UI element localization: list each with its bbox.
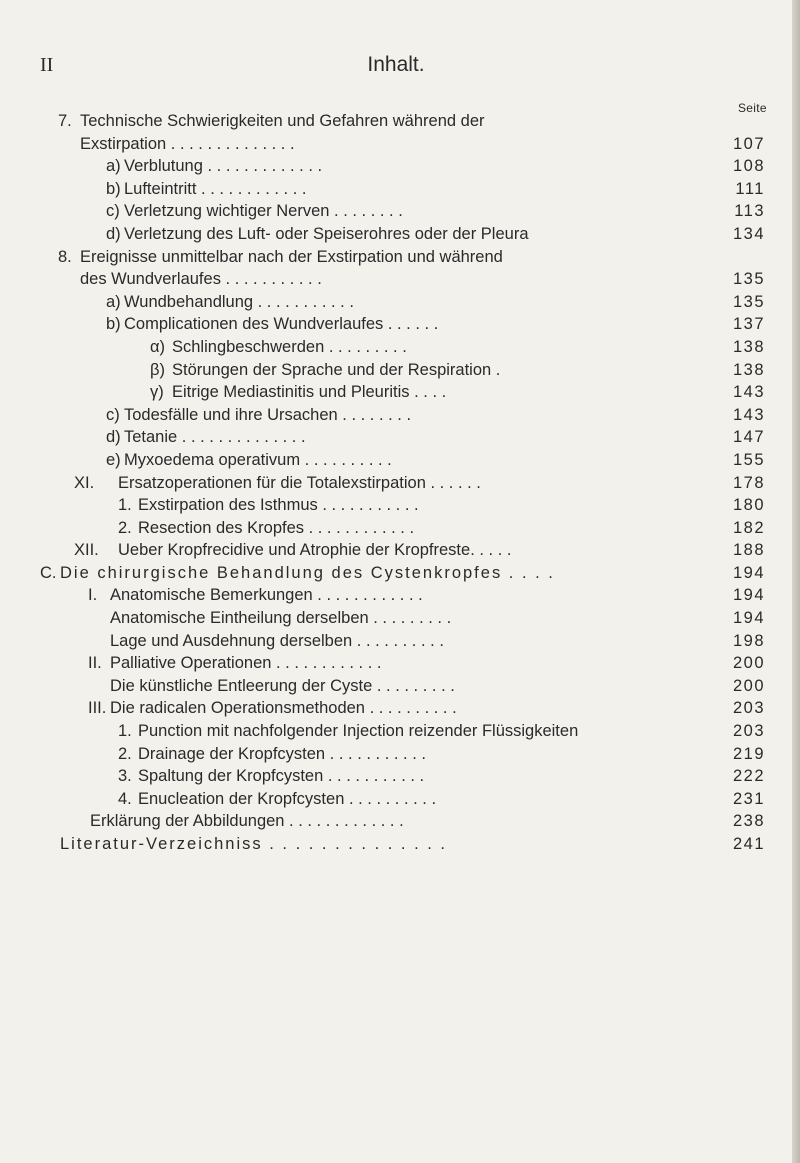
- toc-entry-page: 143: [732, 405, 765, 424]
- toc-entry-number: 8.: [58, 247, 72, 266]
- toc-entry-page: 135: [732, 292, 765, 311]
- toc-entry-title: Wundbehandlung . . . . . . . . . . .: [124, 292, 354, 311]
- toc-entry-title: Die chirurgische Behandlung des Cystenkropfes . . . .: [60, 563, 555, 582]
- toc-entry: [0, 428, 792, 451]
- toc-entry-page: 203: [732, 722, 765, 741]
- toc-entry-page: 238: [732, 812, 765, 831]
- toc-entry-number: b): [106, 179, 121, 198]
- toc-entry: [0, 654, 792, 677]
- toc-entry-page: 241: [732, 835, 765, 853]
- toc-entry: [0, 632, 792, 655]
- toc-entry-title: Technische Schwierigkeiten und Gefahren während der: [80, 112, 485, 130]
- toc-entry-page: 180: [732, 496, 765, 515]
- toc-entry-number: 3.: [118, 767, 132, 786]
- toc-entry-title: Eitrige Mediastinitis und Pleuritis . . . .: [172, 383, 447, 402]
- toc-entry: [0, 293, 792, 316]
- toc-entry: [0, 745, 792, 768]
- toc-entry-number: c): [106, 405, 120, 424]
- toc-entry: [0, 338, 792, 361]
- toc-entry: [0, 722, 792, 745]
- toc-entry-page: 231: [732, 789, 765, 808]
- toc-entry-number: e): [106, 450, 121, 469]
- toc-entry-page: 200: [732, 676, 765, 695]
- toc-entry: [0, 180, 792, 203]
- toc-entry-number: 2.: [118, 744, 132, 763]
- toc-entry-number: d): [106, 224, 121, 243]
- toc-entry: [0, 496, 792, 519]
- toc-entry: [0, 157, 792, 180]
- toc-entry-page: 111: [735, 179, 765, 198]
- toc-entry-number: XI.: [74, 473, 95, 492]
- toc-entry-page: 194: [732, 586, 765, 605]
- toc-entry: [0, 225, 792, 248]
- toc-entry-page: 155: [732, 450, 765, 469]
- toc-entry-title: Anatomische Bemerkungen . . . . . . . . . . . .: [110, 586, 423, 605]
- toc-entry-page: 198: [732, 631, 765, 650]
- toc-entry-title: des Wundverlaufes . . . . . . . . . . .: [80, 270, 322, 289]
- toc-entry: [0, 248, 792, 271]
- toc-entry-page: 107: [732, 134, 765, 153]
- toc-entry-title: Schlingbeschwerden . . . . . . . . .: [172, 337, 407, 356]
- toc-entry-title: Ereignisse unmittelbar nach der Exstirpation und während: [80, 247, 503, 266]
- toc-entry: [0, 383, 792, 406]
- toc-entry: [0, 202, 792, 225]
- toc-entry-page: 188: [732, 541, 765, 560]
- toc-entry: [0, 474, 792, 497]
- toc-entry: [0, 699, 792, 722]
- toc-entry-number: b): [106, 315, 121, 334]
- toc-entry-number: c): [106, 202, 120, 221]
- table-of-contents: [0, 112, 792, 858]
- toc-entry-page: 182: [732, 518, 765, 537]
- toc-entry-title: Spaltung der Kropfcysten . . . . . . . . . . .: [138, 767, 425, 786]
- toc-entry-title: Die radicalen Operationsmethoden . . . . . . . . . .: [110, 699, 457, 718]
- toc-entry-number: d): [106, 428, 121, 447]
- toc-entry-title: Exstirpation . . . . . . . . . . . . . .: [80, 134, 295, 153]
- toc-entry-title: Palliative Operationen . . . . . . . . . . . .: [110, 654, 382, 673]
- toc-entry-number: 1.: [118, 496, 132, 515]
- page-column-label: Seite: [738, 101, 767, 115]
- toc-entry-title: Enucleation der Kropfcysten . . . . . . . . . .: [138, 789, 437, 808]
- toc-entry-title: Exstirpation des Isthmus . . . . . . . . . . .: [138, 496, 419, 515]
- toc-entry-page: 143: [732, 383, 765, 402]
- toc-entry-page: 222: [732, 767, 765, 786]
- toc-entry-title: Resection des Kropfes . . . . . . . . . . . .: [138, 518, 415, 537]
- toc-entry-number: 2.: [118, 518, 132, 537]
- toc-entry-number: C.: [40, 563, 57, 582]
- toc-entry-title: Anatomische Eintheilung derselben . . . . . . . . .: [110, 609, 452, 628]
- toc-entry: [0, 135, 792, 158]
- page-edge: [792, 0, 800, 1163]
- toc-entry: [0, 361, 792, 384]
- toc-entry-title: Ueber Kropfrecidive und Atrophie der Kropfreste. . . . .: [118, 541, 512, 560]
- toc-entry-title: Complicationen des Wundverlaufes . . . . . .: [124, 315, 439, 334]
- toc-entry-number: 1.: [118, 722, 132, 741]
- toc-entry-title: Störungen der Sprache und der Respiration .: [172, 360, 501, 379]
- toc-entry: [0, 586, 792, 609]
- toc-entry: [0, 270, 792, 293]
- toc-entry: [0, 451, 792, 474]
- toc-entry-title: Verblutung . . . . . . . . . . . . .: [124, 157, 323, 176]
- toc-entry-page: 138: [732, 337, 765, 356]
- toc-entry-number: I.: [88, 586, 98, 605]
- toc-entry-number: II.: [88, 654, 102, 673]
- toc-entry-title: Todesfälle und ihre Ursachen . . . . . . . .: [124, 405, 412, 424]
- toc-entry-page: 219: [732, 744, 765, 763]
- toc-entry-page: 137: [732, 315, 765, 334]
- toc-entry-title: Lage und Ausdehnung derselben . . . . . . . . . .: [110, 631, 444, 650]
- toc-entry: [0, 541, 792, 564]
- toc-entry-title: Ersatzoperationen für die Totalexstirpation . . . . . .: [118, 473, 481, 492]
- toc-entry-title: Drainage der Kropfcysten . . . . . . . . . . .: [138, 744, 426, 763]
- toc-entry-page: 135: [732, 270, 765, 289]
- toc-entry-number: a): [106, 292, 121, 311]
- toc-entry-page: 200: [732, 654, 765, 673]
- toc-entry-number: 7.: [58, 112, 72, 130]
- toc-entry-title: Verletzung des Luft- oder Speiserohres oder der Pleura: [124, 224, 529, 243]
- toc-entry-number: 4.: [118, 789, 132, 808]
- toc-entry: [0, 112, 792, 135]
- toc-entry-page: 203: [732, 699, 765, 718]
- toc-entry: [0, 677, 792, 700]
- toc-entry-number: a): [106, 157, 121, 176]
- toc-entry: [0, 519, 792, 542]
- toc-entry: [0, 812, 792, 835]
- running-head-title: Inhalt.: [367, 53, 425, 76]
- toc-entry-page: 134: [732, 224, 765, 243]
- toc-entry-number: XII.: [74, 541, 99, 560]
- toc-entry: [0, 767, 792, 790]
- toc-entry: [0, 315, 792, 338]
- toc-entry-page: 108: [732, 157, 765, 176]
- toc-entry: [0, 609, 792, 632]
- toc-entry: [0, 790, 792, 813]
- toc-entry-title: Lufteintritt . . . . . . . . . . . .: [124, 179, 307, 198]
- toc-entry-title: Literatur-Verzeichniss . . . . . . . . . . . . . .: [60, 835, 448, 853]
- toc-entry-page: 194: [732, 609, 765, 628]
- toc-entry-page: 147: [732, 428, 765, 447]
- toc-entry-title: Punction mit nachfolgender Injection reizender Flüssigkeiten: [138, 722, 579, 741]
- toc-entry-page: 113: [734, 202, 765, 221]
- toc-entry-title: Die künstliche Entleerung der Cyste . . . . . . . . .: [110, 676, 455, 695]
- toc-entry-title: Erklärung der Abbildungen . . . . . . . . . . . . .: [90, 812, 404, 831]
- toc-entry-title: Tetanie . . . . . . . . . . . . . .: [124, 428, 306, 447]
- page-number: II: [40, 54, 54, 76]
- toc-entry-page: 194: [732, 563, 765, 582]
- toc-entry-title: Verletzung wichtiger Nerven . . . . . . . .: [124, 202, 403, 221]
- toc-entry-number: α): [150, 337, 166, 356]
- toc-entry-number: III.: [88, 699, 107, 718]
- toc-entry-number: β): [150, 360, 165, 379]
- toc-entry: [0, 406, 792, 429]
- toc-entry: [0, 835, 792, 858]
- toc-entry-title: Myxoedema operativum . . . . . . . . . .: [124, 450, 392, 469]
- toc-entry-page: 138: [732, 360, 765, 379]
- toc-entry-number: γ): [150, 383, 164, 402]
- toc-entry: [0, 564, 792, 587]
- toc-entry-page: 178: [732, 473, 765, 492]
